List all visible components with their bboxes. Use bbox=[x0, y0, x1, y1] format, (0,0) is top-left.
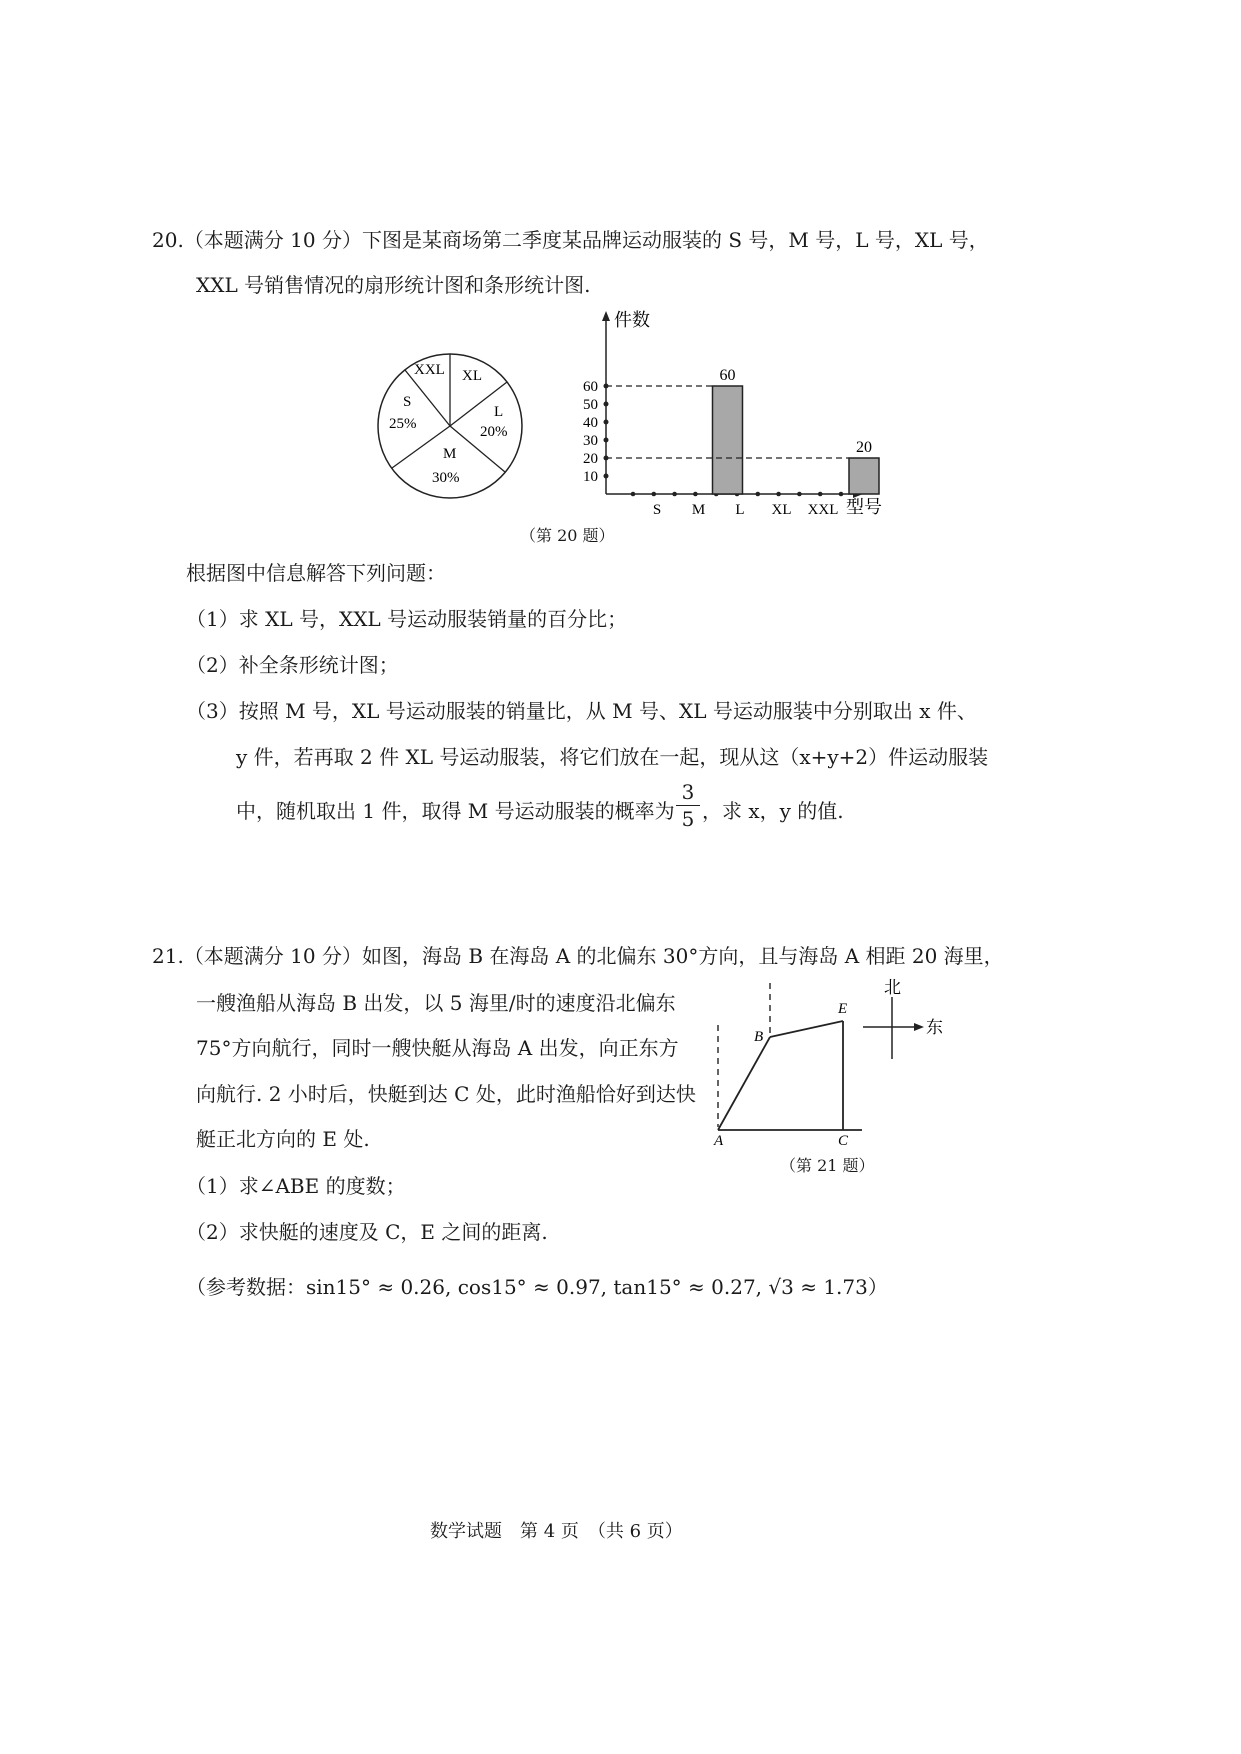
point-e-label: E bbox=[838, 1001, 848, 1017]
compass-east-label: 东 bbox=[926, 1018, 943, 1037]
fraction-numerator: 3 bbox=[681, 780, 695, 804]
q20-sub2: （2）补全条形统计图； bbox=[186, 653, 399, 677]
pie-chart bbox=[370, 350, 530, 510]
x-tick-mark bbox=[631, 492, 636, 497]
x-tick-mark bbox=[756, 492, 761, 497]
x-tick-mark bbox=[839, 492, 844, 497]
y-tick-mark bbox=[604, 402, 609, 407]
q21-line3: 75°方向航行，同时一艘快艇从海岛 A 出发，向正东方 bbox=[196, 1036, 679, 1060]
y-axis-label: 件数 bbox=[614, 310, 650, 330]
x-tick-mark bbox=[652, 492, 657, 497]
pie-label-s: S bbox=[403, 394, 412, 410]
pie-label-l: L bbox=[494, 404, 504, 420]
y-tick-label: 10 bbox=[583, 469, 598, 485]
y-tick-mark bbox=[604, 438, 609, 443]
x-tick-mark bbox=[672, 492, 677, 497]
q20-number: 20. bbox=[152, 228, 184, 252]
q20-caption: （第 20 题） bbox=[520, 526, 615, 545]
y-tick-label: 40 bbox=[583, 415, 598, 431]
q21-score: （本题满分 10 分） bbox=[183, 944, 362, 968]
q21-line1: 如图，海岛 B 在海岛 A 的北偏东 30°方向，且与海岛 A 相距 20 海里， bbox=[361, 944, 1004, 968]
pie-pct-m: 30% bbox=[432, 470, 460, 486]
bar-value-label: 60 bbox=[719, 367, 736, 384]
x-tick-label: L bbox=[735, 502, 745, 518]
q21-reference: （参考数据：sin15° ≈ 0.26, cos15° ≈ 0.97, tan15° ≈ 0.27, √3 ≈ 1.73） bbox=[186, 1275, 888, 1299]
q20-sub3-line2: y 件，若再取 2 件 XL 号运动服装，将它们放在一起，现从这（x+y+2）件运动服装 bbox=[236, 745, 989, 769]
point-a-label: A bbox=[714, 1133, 724, 1149]
q21-sub1: （1）求∠ABE 的度数； bbox=[186, 1174, 406, 1198]
x-tick-mark bbox=[776, 492, 781, 497]
x-tick-mark bbox=[818, 492, 823, 497]
compass-east-arrow bbox=[914, 1023, 924, 1031]
q21-caption: （第 21 题） bbox=[780, 1156, 875, 1175]
segment-ab bbox=[718, 1037, 770, 1130]
bar-chart bbox=[570, 305, 900, 520]
q21-number: 21. bbox=[152, 944, 184, 968]
x-tick-label: XXL bbox=[807, 502, 839, 518]
x-tick-label: XL bbox=[771, 502, 792, 518]
q20-line2: XXL 号销售情况的扇形统计图和条形统计图. bbox=[196, 273, 591, 297]
y-tick-label: 30 bbox=[583, 433, 598, 449]
q20-header bbox=[152, 226, 989, 254]
q20-sub3-line3b: ，求 x，y 的值. bbox=[702, 799, 844, 823]
x-tick-label: M bbox=[691, 502, 706, 518]
y-axis-arrow bbox=[602, 311, 610, 321]
x-tick-mark bbox=[693, 492, 698, 497]
pie-divider-4 bbox=[392, 426, 450, 468]
compass-north-label: 北 bbox=[884, 978, 901, 997]
y-tick-mark bbox=[604, 474, 609, 479]
fraction-bar bbox=[676, 805, 700, 806]
pie-pct-l: 20% bbox=[480, 424, 508, 440]
q21-diagram bbox=[700, 975, 960, 1150]
q20-fraction bbox=[676, 780, 700, 831]
x-tick-mark bbox=[797, 492, 802, 497]
q21-line5: 艇正北方向的 E 处. bbox=[196, 1127, 370, 1151]
pie-label-m: M bbox=[443, 446, 457, 462]
q20-prompt: 根据图中信息解答下列问题： bbox=[186, 561, 446, 585]
pie-label-xxl: XXL bbox=[414, 362, 445, 378]
y-tick-mark bbox=[604, 420, 609, 425]
q20-sub3-line1: （3）按照 M 号，XL 号运动服装的销量比，从 M 号、XL 号运动服装中分别取出 x 件、 bbox=[186, 699, 977, 723]
x-tick-label: S bbox=[652, 502, 662, 518]
page-footer: 数学试题 第 4 页 （共 6 页） bbox=[430, 1521, 683, 1542]
q20-score: （本题满分 10 分） bbox=[183, 228, 362, 252]
y-tick-label: 60 bbox=[583, 379, 598, 395]
q21-line2: 一艘渔船从海岛 B 出发，以 5 海里/时的速度沿北偏东 bbox=[196, 991, 676, 1015]
pie-label-xl: XL bbox=[462, 368, 482, 384]
q20-sub3-line3a: 中，随机取出 1 件，取得 M 号运动服装的概率为 bbox=[236, 799, 675, 823]
bar-XXL bbox=[849, 458, 879, 494]
q20-line1: 下图是某商场第二季度某品牌运动服装的 S 号，M 号，L 号，XL 号， bbox=[361, 228, 989, 252]
bar-value-label: 20 bbox=[856, 439, 872, 456]
q21-header bbox=[152, 942, 1004, 970]
y-tick-label: 20 bbox=[583, 451, 598, 467]
q20-sub1: （1）求 XL 号，XXL 号运动服装销量的百分比； bbox=[186, 607, 628, 631]
pie-pct-s: 25% bbox=[389, 416, 417, 432]
point-c-label: C bbox=[838, 1133, 849, 1149]
fraction-denominator: 5 bbox=[681, 807, 695, 831]
point-b-label: B bbox=[754, 1029, 764, 1045]
q21-sub2: （2）求快艇的速度及 C，E 之间的距离. bbox=[186, 1220, 548, 1244]
q21-line4: 向航行. 2 小时后，快艇到达 C 处，此时渔船恰好到达快 bbox=[196, 1082, 696, 1106]
bar-M bbox=[713, 386, 743, 494]
segment-be bbox=[770, 1021, 843, 1037]
y-tick-label: 50 bbox=[583, 397, 598, 413]
x-axis-label: 型号 bbox=[846, 497, 882, 517]
